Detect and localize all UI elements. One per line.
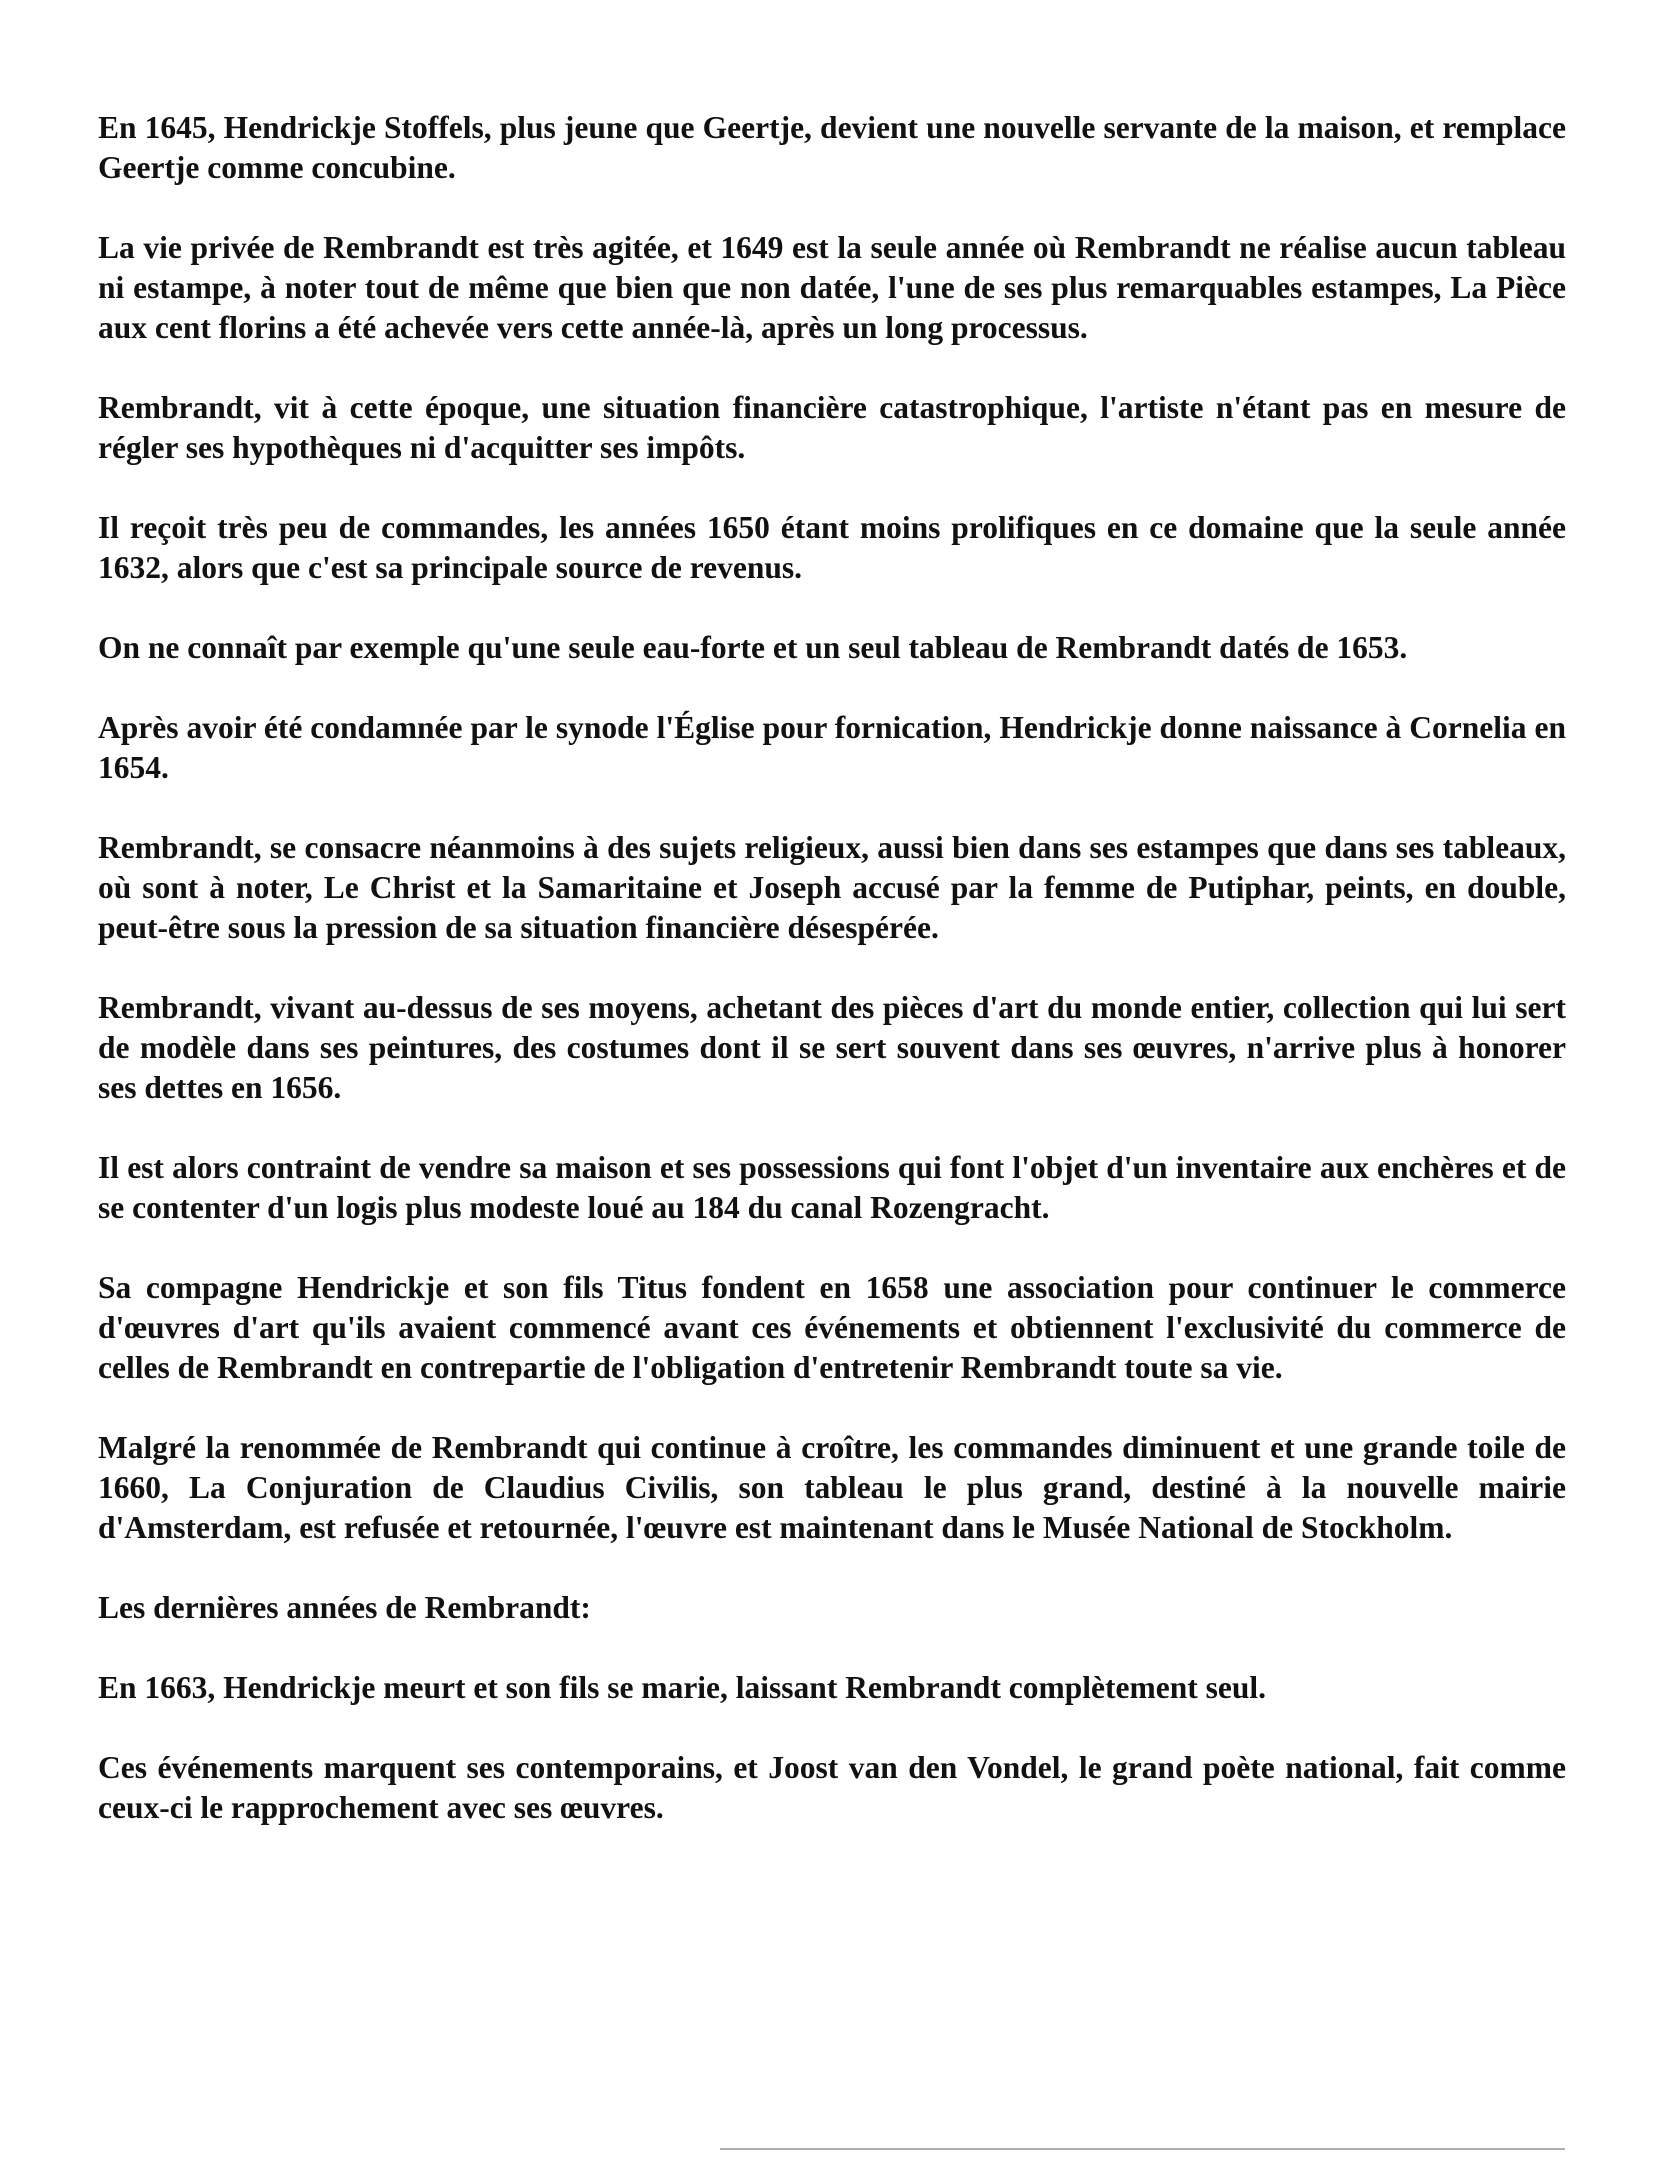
paragraph-association-1658: Sa compagne Hendrickje et son fils Titus fondent en 1658 une association pour continuer le commerce d'œuvres d'art qu'ils avaient commencé avant ces événements et obtiennent l'exclusivité du commerce de celles de Rembrandt en contrepartie de l'obligation d'entretenir Rembrandt toute sa vie. <box>98 1270 1566 1385</box>
paragraph-private-life-1649: La vie privée de Rembrandt est très agitée, et 1649 est la seule année où Rembrandt ne réalise aucun tableau ni estampe, à noter tout de même que bien que non datée, l'une de ses plus remarquables estampes, La Pièce aux cent florins a été achevée vers cette année-là, après un long processus. <box>98 230 1566 345</box>
paragraph-debts-1656: Rembrandt, vivant au-dessus de ses moyens, achetant des pièces d'art du monde entier, collection qui lui sert de modèle dans ses peintures, des costumes dont il se sert souvent dans ses œuvres, n'arrive plus à honorer ses dettes en 1656. <box>98 990 1566 1105</box>
footer-rule <box>720 2148 1565 2150</box>
paragraph-vondel: Ces événements marquent ses contemporains, et Joost van den Vondel, le grand poète national, fait comme ceux-ci le rapprochement avec ses œuvres. <box>98 1750 1566 1825</box>
paragraph-hendrickje-death: En 1663, Hendrickje meurt et son fils se marie, laissant Rembrandt complètement seul. <box>98 1670 1266 1705</box>
paragraph-hendrickje-arrival: En 1645, Hendrickje Stoffels, plus jeune que Geertje, devient une nouvelle servante de la maison, et remplace Geertje comme concubine. <box>98 110 1566 185</box>
paragraph-cornelia-birth: Après avoir été condamnée par le synode l'Église pour fornication, Hendrickje donne naissance à Cornelia en 1654. <box>98 710 1566 785</box>
section-heading-last-years: Les dernières années de Rembrandt: <box>98 1590 591 1625</box>
paragraph-religious-subjects: Rembrandt, se consacre néanmoins à des sujets religieux, aussi bien dans ses estampes que dans ses tableaux, où sont à noter, Le Christ et la Samaritaine et Joseph accusé par la femme de Putiphar, peints, en double, peut-être sous la pression de sa situation financière désespérée. <box>98 830 1566 945</box>
paragraph-financial-situation: Rembrandt, vit à cette époque, une situation financière catastrophique, l'artiste n'étant pas en mesure de régler ses hypothèques ni d'acquitter ses impôts. <box>98 390 1566 465</box>
paragraph-few-commissions: Il reçoit très peu de commandes, les années 1650 étant moins prolifiques en ce domaine que la seule année 1632, alors que c'est sa principale source de revenus. <box>98 510 1566 585</box>
paragraph-house-sale: Il est alors contraint de vendre sa maison et ses possessions qui font l'objet d'un inventaire aux enchères et de se contenter d'un logis plus modeste loué au 184 du canal Rozengracht. <box>98 1150 1566 1225</box>
paragraph-claudius-civilis: Malgré la renommée de Rembrandt qui continue à croître, les commandes diminuent et une grande toile de 1660, La Conjuration de Claudius Civilis, son tableau le plus grand, destiné à la nouvelle mairie d'Amsterdam, est refusée et retournée, l'œuvre est maintenant dans le Musée National de Stockholm. <box>98 1430 1566 1545</box>
document-page <box>98 108 1566 1868</box>
paragraph-works-1653: On ne connaît par exemple qu'une seule eau-forte et un seul tableau de Rembrandt datés de 1653. <box>98 630 1408 665</box>
